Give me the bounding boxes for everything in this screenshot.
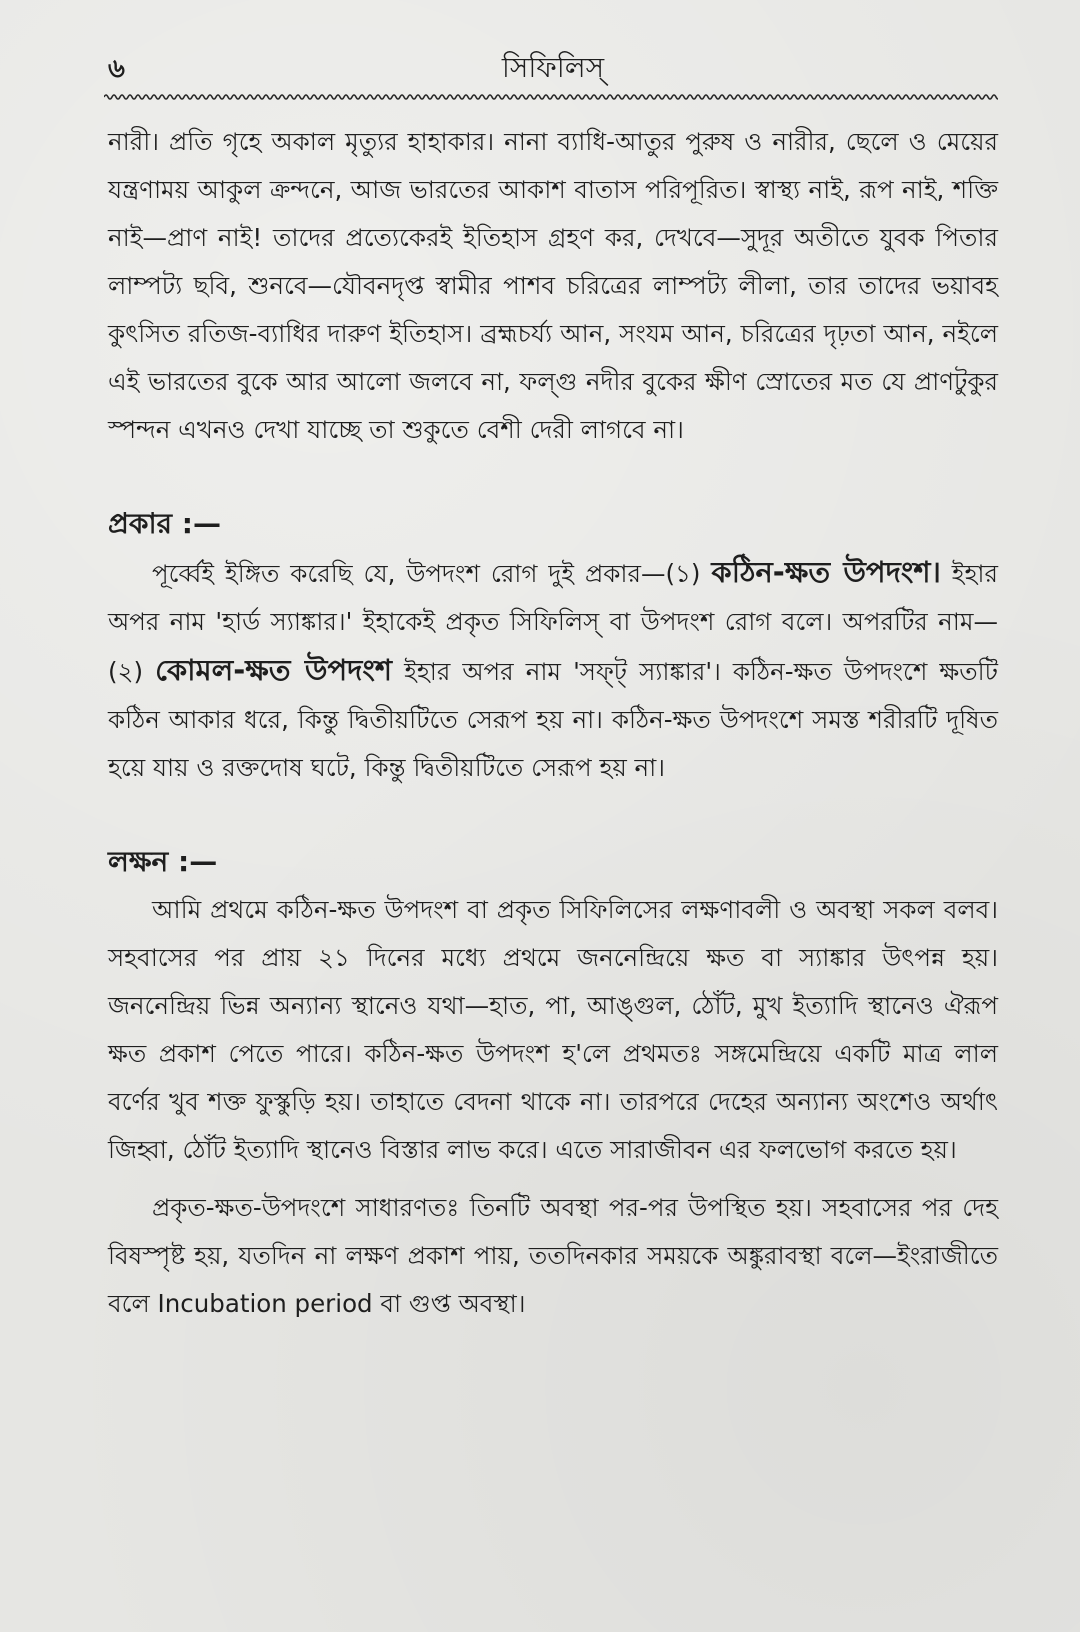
running-title: সিফিলিস্ <box>501 51 605 84</box>
types-text-1: পূর্ব্বেই ইঙ্গিত করেছি যে, উপদংশ রোগ দুই প্রকার—(১) <box>152 559 712 588</box>
page-body <box>108 118 998 1328</box>
types-paragraph <box>108 548 998 792</box>
symptoms-paragraph-2: প্রকৃত-ক্ষত-উপদংশে সাধারণতঃ তিনটি অবস্থা পর-পর উপস্থিত হয়। সহবাসের পর দেহ বিষস্পৃষ্ট হয়, যতদিন না লক্ষণ প্রকাশ পায়, ততদিনকার সময়কে অঙ্কুরাবস্থা বলে—ইংরাজীতে বলে Incubation period বা গুপ্ত অবস্থা। <box>108 1193 998 1318</box>
term-soft-chancre: কোমল-ক্ষত উপদংশ <box>155 653 393 687</box>
symptoms-paragraph-1: আমি প্রথমে কঠিন-ক্ষত উপদংশ বা প্রকৃত সিফিলিসের লক্ষণাবলী ও অবস্থা সকল বলব। সহবাসের পর প্রায় ২১ দিনের মধ্যে প্রথমে জননেন্দ্রিয়ে ক্ষত বা স্যাঙ্কার উৎপন্ন হয়। জননেন্দ্রিয় ভিন্ন অন্যান্য স্থানেও যথা—হাত, পা, আঙ্গুল, ঠোঁট, মুখ ইত্যাদি স্থানেও ঐরূপ ক্ষত প্রকাশ পেতে পারে। কঠিন-ক্ষত উপদংশ হ'লে প্রথমতঃ সঙ্গমেন্দ্রিয়ে একটি মাত্র লাল বর্ণের খুব শক্ত ফুস্কুড়ি হয়। তাহাতে বেদনা থাকে না। তারপরে দেহের অন্যান্য অংশেও অর্থাৎ জিহ্বা, ঠোঁট ইত্যাদি স্থানেও বিস্তার লাভ করে। এতে সারাজীবন এর ফলভোগ করতে হয়। <box>108 895 998 1164</box>
page-header <box>108 40 998 92</box>
page-number: ৬ <box>108 54 125 84</box>
section-heading-symptoms: লক্ষন :— <box>108 845 218 878</box>
wavy-header-rule <box>104 92 998 102</box>
types-text-3: ইহার অপর নাম 'সফ্‌ট্ স্যাঙ্কার'। কঠিন-ক্ষত উপদংশে ক্ষতটি কঠিন আকার ধরে, কিন্তু দ্বিতীয়টিতে সেরূপ হয় না। কঠিন-ক্ষত উপদংশে সমস্ত শরীরটি দূষিত হয়ে যায় ও রক্তদোষ ঘটে, কিন্তু দ্বিতীয়টিতে সেরূপ হয় না। <box>108 657 998 782</box>
section-heading-types: প্রকার :— <box>108 507 221 540</box>
types-text-2: ইহার অপর নাম 'হার্ড স্যাঙ্কার।' ইহাকেই প্রকৃত সিফিলিস্ বা উপদংশ রোগ বলে। অপরটির নাম—(২) <box>108 559 998 686</box>
term-hard-chancre: কঠিন-ক্ষত উপদংশ। <box>711 555 941 589</box>
intro-paragraph: নারী। প্রতি গৃহে অকাল মৃত্যুর হাহাকার। নানা ব্যাধি-আতুর পুরুষ ও নারীর, ছেলে ও মেয়ের যন্ত্রণাময় আকুল ক্রন্দনে, আজ ভারতের আকাশ বাতাস পরিপূরিত। স্বাস্থ্য নাই, রূপ নাই, শক্তি নাই—প্রাণ নাই! তাদের প্রত্যেকেরই ইতিহাস গ্রহণ কর, দেখবে—সুদূর অতীতে যুবক পিতার লাম্পট্য ছবি, শুনবে—যৌবনদৃপ্ত স্বামীর পাশব চরিত্রের লাম্পট্য লীলা, তার তাদের ভয়াবহ কুৎসিত রতিজ-ব্যাধির দারুণ ইতিহাস। ব্রহ্মচর্য্য আন, সংযম আন, চরিত্রের দৃঢ়তা আন, নইলে এই ভারতের বুকে আর আলো জলবে না, ফল্গু নদীর বুকের ক্ষীণ স্রোতের মত যে প্রাণটুকুর স্পন্দন এখনও দেখা যাচ্ছে তা শুকুতে বেশী দেরী লাগবে না। <box>108 127 998 444</box>
